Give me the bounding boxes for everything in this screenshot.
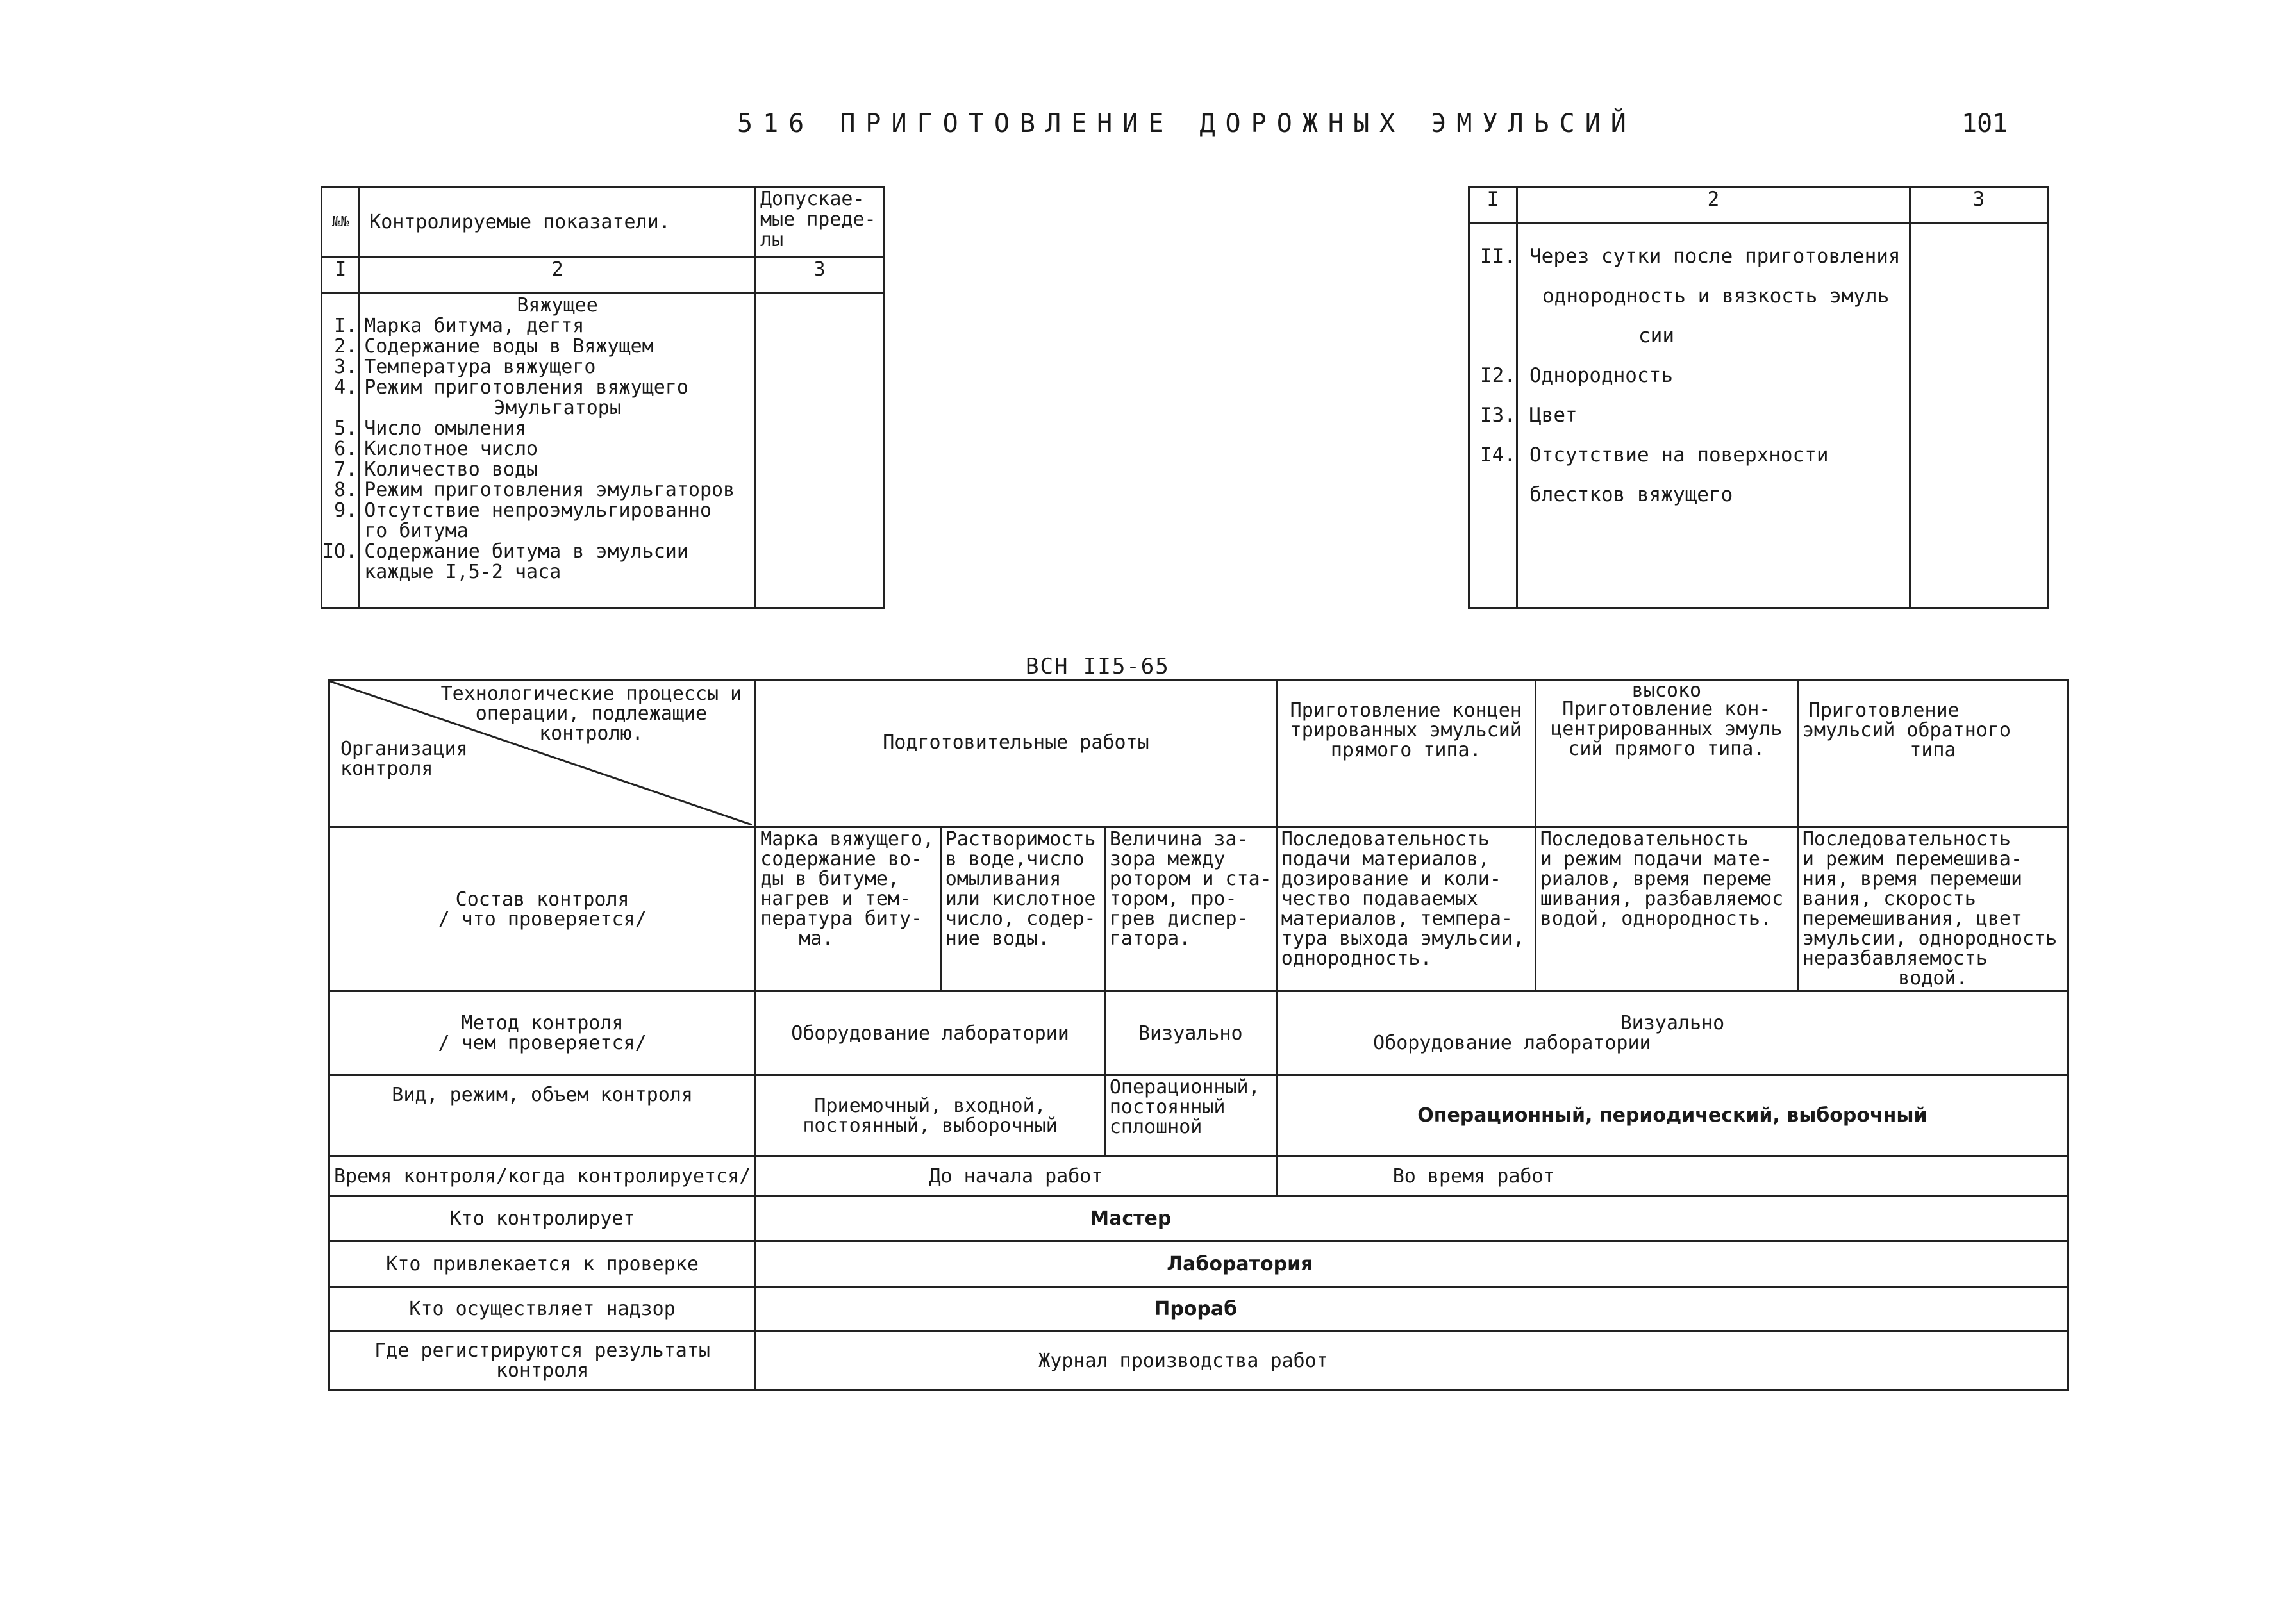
- method-visual: Визуально: [1104, 991, 1276, 1075]
- standard-reference: ВСН II5-65: [1026, 654, 1170, 679]
- list-item: Температура вяжущего: [364, 356, 596, 378]
- header-prep-works: Подготовительные работы: [756, 681, 1277, 827]
- list-item: сии: [1638, 324, 1674, 347]
- limits-cell: [756, 294, 884, 608]
- list-item: Через сутки после приготовления: [1529, 245, 1901, 268]
- method-lab: Оборудование лаборатории: [756, 991, 1105, 1075]
- time-during: Во время работ: [1276, 1156, 2068, 1196]
- list-item: Режим приготовления эмульгаторов: [364, 479, 735, 501]
- list-item: го битума: [364, 520, 469, 542]
- list-item: Цвет: [1529, 404, 1578, 427]
- header-reverse: Приготовление эмульсий обратного типа: [1797, 681, 2068, 827]
- list-item: Число омыления: [364, 417, 527, 440]
- col-header-limits: Допускае- мые преде- лы: [756, 187, 884, 258]
- row-label-supervision: Кто осуществляет надзор: [329, 1286, 756, 1332]
- control-organization-table: [328, 679, 2069, 1391]
- list-item: однородность и вязкость эмуль: [1542, 285, 1890, 308]
- col-number-3: 3: [756, 258, 884, 294]
- item-numbers: I. 2. 3. 4. 5. 6. 7. 8. 9. IO.: [322, 294, 360, 608]
- item-numbers: II. I2. I3. I4.: [1469, 223, 1517, 608]
- indicators-table-continued: [1468, 186, 2049, 609]
- list-item: Содержание воды в Вяжущем: [364, 335, 654, 358]
- corner-top-line: Технологические процессы и: [440, 683, 742, 705]
- col-header-indicators: Контролируемые показатели.: [360, 187, 756, 258]
- list-item: Однородность: [1529, 364, 1673, 387]
- col-number-1: I: [322, 258, 360, 294]
- row-label-kind: Вид, режим, объем контроля: [329, 1075, 756, 1156]
- col-number-2: 2: [360, 258, 756, 294]
- group-emulsifiers: Эмульгаторы: [494, 397, 621, 419]
- list-item: Отсутствие на поверхности: [1529, 443, 1829, 467]
- kind-operational: Операционный, постоянный сплошной: [1104, 1075, 1276, 1156]
- indicator-list: [1517, 223, 1910, 608]
- corner-top-line: операции, подлежащие: [475, 702, 708, 725]
- corner-bottom-line: Организация: [340, 738, 468, 760]
- header-concentrated: Приготовление концен трированных эмульсий прямого типа.: [1276, 681, 1535, 827]
- list-item: Отсутствие непроэмульгированно: [364, 499, 712, 522]
- supervision-foreman: Прораб: [756, 1286, 2069, 1332]
- indicators-table: [321, 186, 885, 609]
- who-master: Мастер: [756, 1196, 2069, 1241]
- involved-lab: Лаборатория: [756, 1241, 2069, 1287]
- col-number-3: 3: [1910, 187, 2048, 223]
- page-number: 101: [1961, 109, 2008, 138]
- composition-emulsifier: Растворимость в воде,число омыливания или кислотное число, содер- ние воды.: [940, 827, 1104, 991]
- composition-binder: Марка вяжущего, содержание во- ды в битуме, нагрев и тем- пература биту- ма.: [756, 827, 940, 991]
- row-label-time: Время контроля/когда контролируется/: [329, 1156, 756, 1196]
- list-item: каждые I,5-2 часа: [364, 561, 562, 583]
- indicator-list: [360, 294, 756, 608]
- page-title: 516 ПРИГОТОВЛЕНИЕ ДОРОЖНЫХ ЭМУЛЬСИЙ: [737, 109, 1636, 138]
- col-number-1: I: [1469, 187, 1517, 223]
- corner-header: [329, 681, 756, 827]
- col-number-2: 2: [1517, 187, 1910, 223]
- composition-high-concentrated: Последовательность и режим подачи мате- риалов, время переме шивания, разбавляемос водой, однородность.: [1535, 827, 1797, 991]
- list-item: Количество воды: [364, 458, 538, 481]
- row-label-composition: Состав контроля / что проверяется/: [329, 827, 756, 991]
- kind-incoming: Приемочный, входной, постоянный, выборочный: [756, 1075, 1105, 1156]
- corner-top-line: контролю.: [539, 722, 644, 745]
- list-item: Содержание битума в эмульсии: [364, 540, 688, 563]
- method-visual-lab: Визуально Оборудование лаборатории: [1276, 991, 2068, 1075]
- time-before: До начала работ: [756, 1156, 1277, 1196]
- col-header-number: №№: [322, 187, 360, 258]
- composition-concentrated: Последовательность подачи материалов, дозирование и коли- чество подаваемых материалов, темпера- тура выхода эмульсии, однородность.: [1276, 827, 1535, 991]
- list-item: блестков вяжущего: [1529, 483, 1733, 506]
- records-journal: Журнал производства работ: [756, 1332, 2069, 1390]
- list-item: Марка битума, дегтя: [364, 315, 585, 337]
- composition-disperser: Величина за- зора между ротором и ста- тором, про- грев диспер- гатора.: [1104, 827, 1276, 991]
- corner-bottom-line: контроля: [340, 758, 433, 780]
- row-label-involved: Кто привлекается к проверке: [329, 1241, 756, 1287]
- limits-cell: [1910, 223, 2048, 608]
- kind-periodic: Операционный, периодический, выборочный: [1276, 1075, 2068, 1156]
- list-item: Кислотное число: [364, 438, 538, 460]
- header-high-concentrated: высоко Приготовление кон- центрированных эмуль сий прямого типа.: [1535, 681, 1797, 827]
- composition-reverse: Последовательность и режим перемешива- ния, время перемеши вания, скорость перемешивания, цвет эмульсии, однородность неразбавляемость водой.: [1797, 827, 2068, 991]
- row-label-method: Метод контроля / чем проверяется/: [329, 991, 756, 1075]
- row-label-who: Кто контролирует: [329, 1196, 756, 1241]
- group-binder: Вяжущее: [517, 294, 598, 317]
- list-item: Режим приготовления вяжущего: [364, 376, 688, 399]
- row-label-records: Где регистрируются результаты контроля: [329, 1332, 756, 1390]
